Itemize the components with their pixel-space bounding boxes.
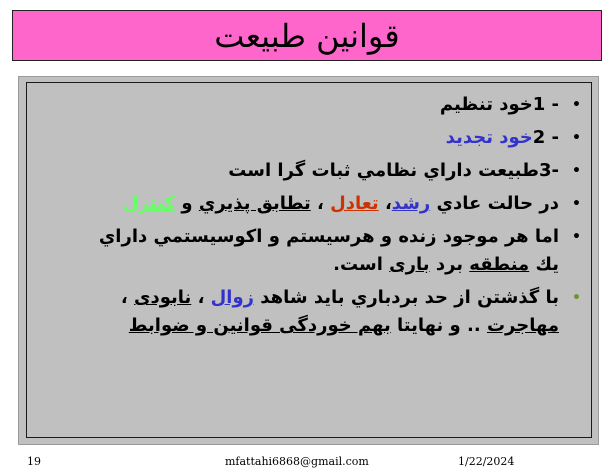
item-text: .. و نهايتا (390, 315, 487, 336)
separator: ، (191, 287, 211, 308)
word-adaptability: تطابق پذيري (198, 193, 311, 214)
word-zone: منطقه (469, 254, 530, 275)
item-number: 2 (532, 127, 546, 148)
item-text: در حالت عادي (430, 193, 559, 214)
slide-title-box (12, 10, 602, 61)
list-item (39, 157, 581, 185)
footer-date: 1/22/2024 (458, 455, 515, 468)
list-item (39, 223, 581, 279)
bullet-icon: • (572, 290, 581, 306)
word-growth: رشد (391, 193, 431, 214)
word-tolerance: بارى (389, 254, 430, 275)
list-item (39, 190, 581, 218)
list-item (39, 91, 581, 119)
bullet-icon: • (572, 229, 581, 245)
word-decline: زوال (210, 287, 255, 308)
content-frame (26, 82, 592, 438)
word-migration: مهاجرت (486, 315, 559, 336)
item-text: طبيعت داراي نظامي ثبات گرا است (228, 160, 539, 181)
list-item (39, 124, 581, 152)
item-number: 3 (538, 160, 552, 181)
bullet-icon: • (572, 97, 581, 113)
page-number: 19 (27, 455, 41, 468)
word-disruption: بهم خوردگى قوانين و ضوابط (128, 315, 391, 336)
footer-email: mfattahi6868@gmail.com (225, 455, 369, 468)
item-lead: - (551, 160, 559, 181)
item-text: با گذشتن از حد بردباري بايد شاهد (254, 287, 559, 308)
bullet-icon: • (572, 196, 581, 212)
item-lead: - (545, 127, 559, 148)
item-text: برد (429, 254, 470, 275)
separator: ، (378, 193, 392, 214)
item-text: خود تنظيم (439, 94, 533, 115)
item-text: است. (333, 254, 390, 275)
content-panel (18, 76, 599, 445)
separator: ، (310, 193, 331, 214)
slide-title: قوانين طبيعت (214, 16, 400, 55)
item-lead: - (545, 94, 559, 115)
item-text: يك (529, 254, 559, 275)
item-text: اما هر موجود زنده و هرسيستم و اكوسيستمي داراي (98, 226, 559, 247)
separator: ، (120, 287, 134, 308)
item-text: خود تجديد (445, 127, 533, 148)
item-number: 1 (532, 94, 546, 115)
bullet-icon: • (572, 130, 581, 146)
word-control: كنترل (123, 193, 176, 214)
word-balance: تعادل (330, 193, 379, 214)
bullet-list (27, 83, 591, 340)
list-item (39, 284, 581, 340)
separator: و (175, 193, 199, 214)
bullet-icon: • (572, 163, 581, 179)
word-destruction: نابودى (134, 287, 192, 308)
